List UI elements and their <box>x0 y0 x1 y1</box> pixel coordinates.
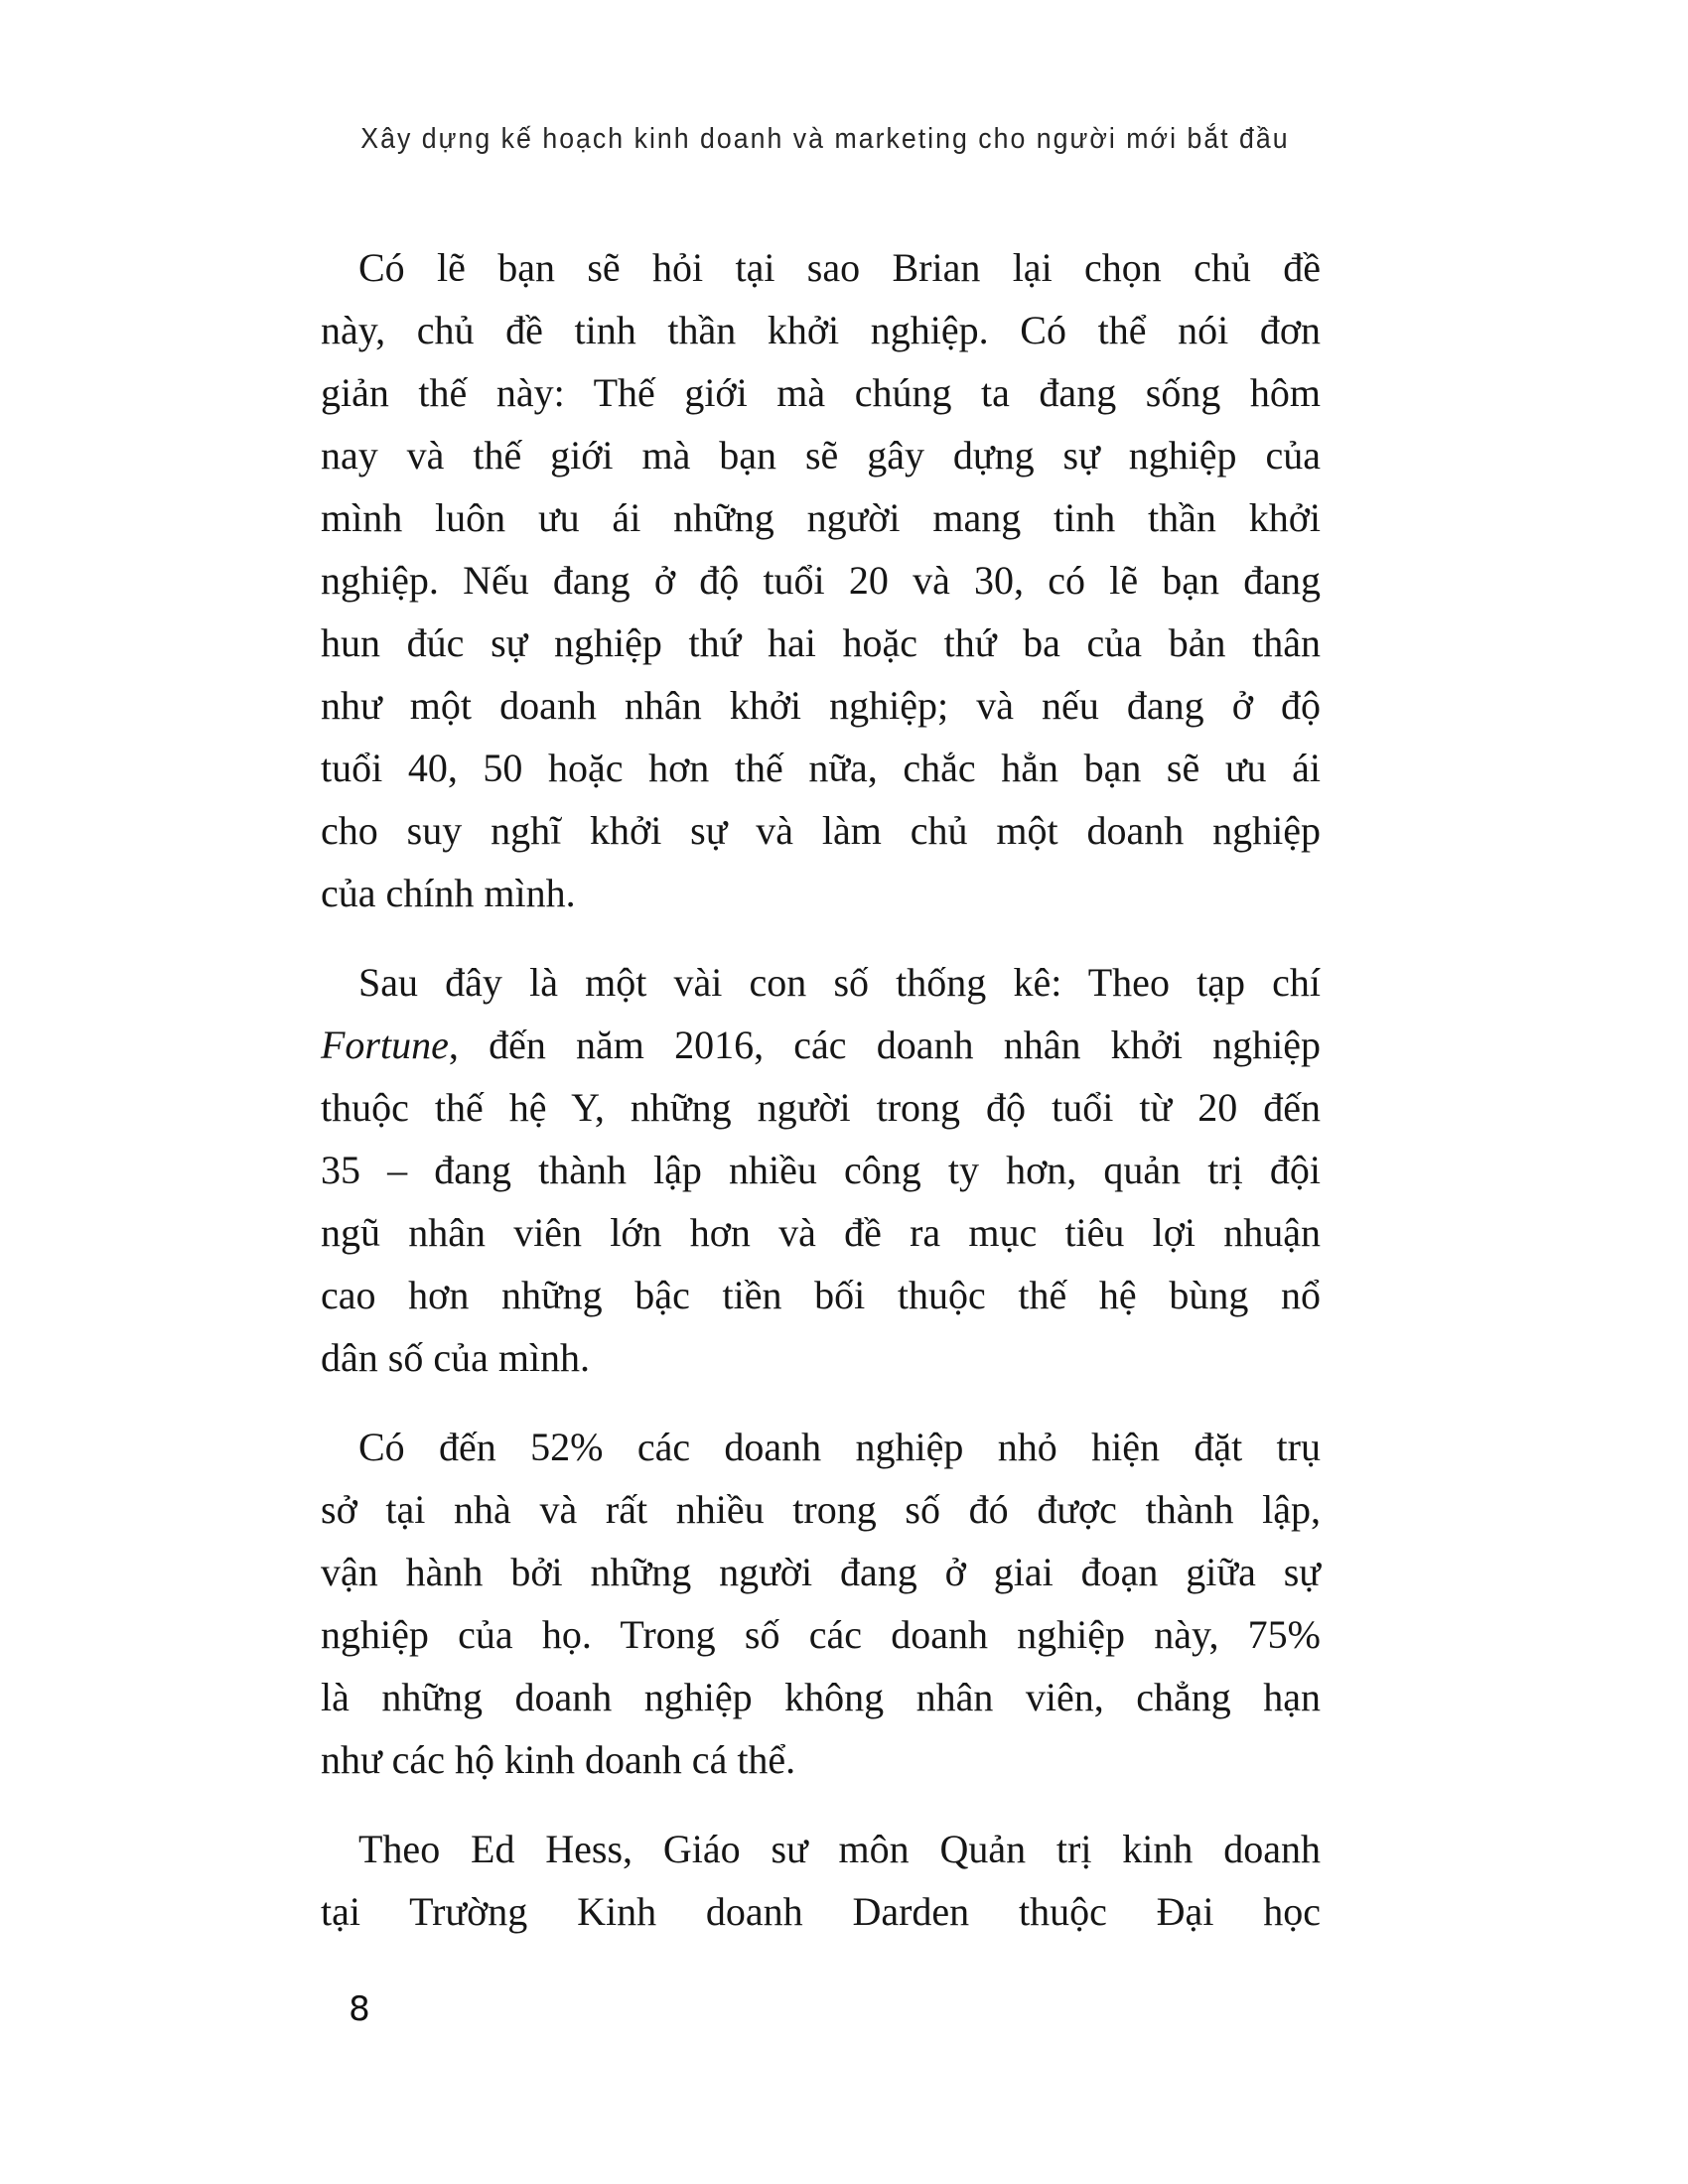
text-segment: hun đúc sự nghiệp thứ hai hoặc thứ ba của bản thân <box>321 620 1321 665</box>
text-segment: của chính mình. <box>321 871 576 915</box>
text-segment: Sau đây là một vài con số thống kê: Theo tạp chí <box>358 960 1321 1005</box>
text-segment: là những doanh nghiệp không nhân viên, chẳng hạn <box>321 1675 1321 1719</box>
text-line <box>321 1541 1321 1603</box>
text-line <box>321 1326 1321 1389</box>
text-segment: mình luôn ưu ái những người mang tinh thần khởi <box>321 495 1321 540</box>
paragraph <box>321 236 1321 924</box>
text-line <box>321 486 1321 549</box>
text-segment: Theo Ed Hess, Giáo sư môn Quản trị kinh doanh <box>358 1827 1321 1871</box>
text-line <box>321 361 1321 424</box>
text-segment: cho suy nghĩ khởi sự và làm chủ một doanh nghiệp <box>321 808 1321 853</box>
text-line <box>321 1139 1321 1201</box>
text-line <box>321 424 1321 486</box>
text-line <box>321 1014 1321 1076</box>
italic-text-segment: Fortune <box>321 1023 449 1067</box>
text-line <box>321 1264 1321 1326</box>
text-segment: ngũ nhân viên lớn hơn và đề ra mục tiêu lợi nhuận <box>321 1210 1321 1255</box>
text-segment: thuộc thế hệ Y, những người trong độ tuổi từ 20 đến <box>321 1085 1321 1130</box>
text-line <box>321 799 1321 862</box>
text-segment: Có đến 52% các doanh nghiệp nhỏ hiện đặt trụ <box>358 1425 1321 1469</box>
text-line <box>321 1201 1321 1264</box>
text-line <box>321 1076 1321 1139</box>
page-number: 8 <box>349 1989 370 2029</box>
paragraph <box>321 951 1321 1389</box>
text-line <box>321 612 1321 674</box>
text-segment: Có lẽ bạn sẽ hỏi tại sao Brian lại chọn chủ đề <box>358 245 1321 290</box>
text-line <box>321 1880 1321 1943</box>
paragraph <box>321 1818 1321 1943</box>
text-segment: như một doanh nhân khởi nghiệp; và nếu đang ở độ <box>321 683 1321 728</box>
text-segment: sở tại nhà và rất nhiều trong số đó được thành lập, <box>321 1487 1321 1532</box>
text-line <box>321 737 1321 799</box>
running-header: Xây dựng kế hoạch kinh doanh và marketing cho người mới bắt đầu <box>360 123 1290 155</box>
text-line <box>321 1818 1321 1880</box>
body-text <box>321 236 1321 1943</box>
text-line <box>321 1478 1321 1541</box>
text-segment: này, chủ đề tinh thần khởi nghiệp. Có thể nói đơn <box>321 308 1321 352</box>
text-segment: , đến năm 2016, các doanh nhân khởi nghiệp <box>448 1023 1321 1067</box>
text-segment: nay và thế giới mà bạn sẽ gây dựng sự nghiệp của <box>321 433 1321 478</box>
text-segment: nghiệp của họ. Trong số các doanh nghiệp này, 75% <box>321 1612 1321 1657</box>
text-segment: như các hộ kinh doanh cá thể. <box>321 1737 796 1782</box>
text-segment: tuổi 40, 50 hoặc hơn thế nữa, chắc hẳn bạn sẽ ưu ái <box>321 746 1321 790</box>
text-segment: dân số của mình. <box>321 1335 591 1380</box>
text-line <box>321 1728 1321 1791</box>
text-line <box>321 1416 1321 1478</box>
text-segment: nghiệp. Nếu đang ở độ tuổi 20 và 30, có lẽ bạn đang <box>321 558 1321 603</box>
text-line <box>321 299 1321 361</box>
text-segment: vận hành bởi những người đang ở giai đoạn giữa sự <box>321 1550 1321 1594</box>
text-line <box>321 862 1321 924</box>
paragraph <box>321 1416 1321 1791</box>
text-segment: 35 – đang thành lập nhiều công ty hơn, quản trị đội <box>321 1148 1321 1192</box>
text-segment: cao hơn những bậc tiền bối thuộc thế hệ bùng nổ <box>321 1273 1321 1317</box>
text-line <box>321 236 1321 299</box>
text-line <box>321 951 1321 1014</box>
text-segment: giản thế này: Thế giới mà chúng ta đang sống hôm <box>321 370 1321 415</box>
text-line <box>321 674 1321 737</box>
text-line <box>321 1666 1321 1728</box>
text-line <box>321 549 1321 612</box>
text-segment: tại Trường Kinh doanh Darden thuộc Đại học <box>321 1889 1321 1934</box>
text-line <box>321 1603 1321 1666</box>
